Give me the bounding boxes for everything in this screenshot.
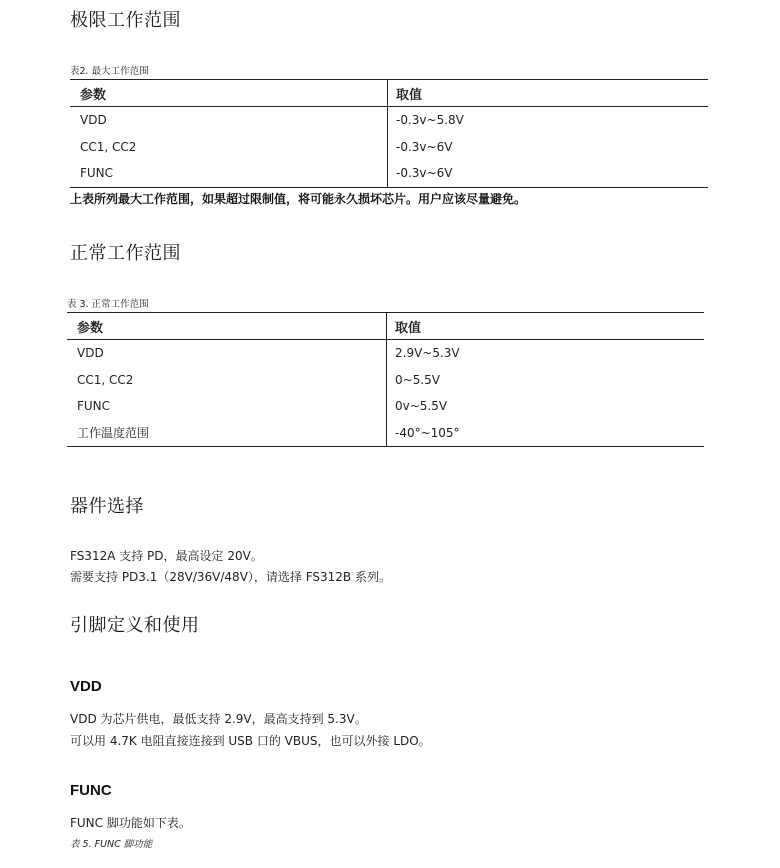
value-cell: 0v~5.5V [387, 393, 705, 420]
param-cell: 工作温度范围 [67, 420, 387, 447]
value-cell: -0.3v~6V [388, 134, 709, 161]
table-row [67, 420, 704, 447]
limit-warning-note: 上表所列最大工作范围，如果超过限制值，将可能永久损坏芯片。用户应该尽量避免。 [70, 192, 527, 206]
device-select-line-2: 需要支持 PD3.1（28V/36V/48V），请选择 FS312B 系列。 [70, 570, 391, 584]
device-select-heading: 器件选择 [70, 496, 144, 517]
value-cell: -0.3v~5.8V [388, 107, 709, 134]
table2-caption: 表2. 最大工作范围 [70, 66, 149, 77]
func-line-1: FUNC 脚功能如下表。 [70, 816, 191, 830]
table-row [67, 393, 704, 420]
param-cell: FUNC [77, 399, 111, 414]
table-header-row [70, 80, 708, 107]
device-select-line-1: FS312A 支持 PD，最高设定 20V。 [70, 549, 263, 563]
limit-range-heading: 极限工作范围 [70, 10, 181, 31]
param-cell: VDD [77, 346, 104, 361]
normal-range-heading: 正常工作范围 [70, 243, 181, 264]
param-cell: CC1, CC2 [77, 372, 134, 387]
table-row [70, 134, 708, 161]
param-cell: VDD [80, 113, 107, 128]
header-value: 取值 [387, 313, 705, 340]
value-cell: 0~5.5V [387, 367, 705, 394]
table-row [70, 160, 708, 187]
pin-definition-heading: 引脚定义和使用 [70, 615, 200, 636]
value-cell: -0.3v~6V [388, 160, 709, 187]
table-row [67, 340, 704, 367]
normal-range-table [67, 312, 704, 447]
table-row [67, 367, 704, 394]
param-cell: CC1, CC2 [80, 139, 137, 154]
table5-caption: 表 5. FUNC 脚功能 [70, 839, 153, 850]
table-row [70, 107, 708, 134]
param-cell: FUNC [70, 160, 388, 187]
vdd-line-2: 可以用 4.7K 电阻直接连接到 USB 口的 VBUS，也可以外接 LDO。 [70, 734, 431, 748]
header-param: 参数 [70, 80, 388, 107]
table-header-row [67, 313, 704, 340]
max-range-table [70, 79, 708, 188]
table3-caption: 表 3. 正常工作范围 [67, 299, 149, 310]
func-heading: FUNC [70, 782, 112, 799]
value-cell: 2.9V~5.3V [387, 340, 705, 367]
header-value: 取值 [388, 80, 709, 107]
header-param: 参数 [67, 313, 387, 340]
vdd-line-1: VDD 为芯片供电，最低支持 2.9V，最高支持到 5.3V。 [70, 712, 367, 726]
value-cell: -40°~105° [387, 420, 705, 447]
vdd-heading: VDD [70, 678, 102, 695]
